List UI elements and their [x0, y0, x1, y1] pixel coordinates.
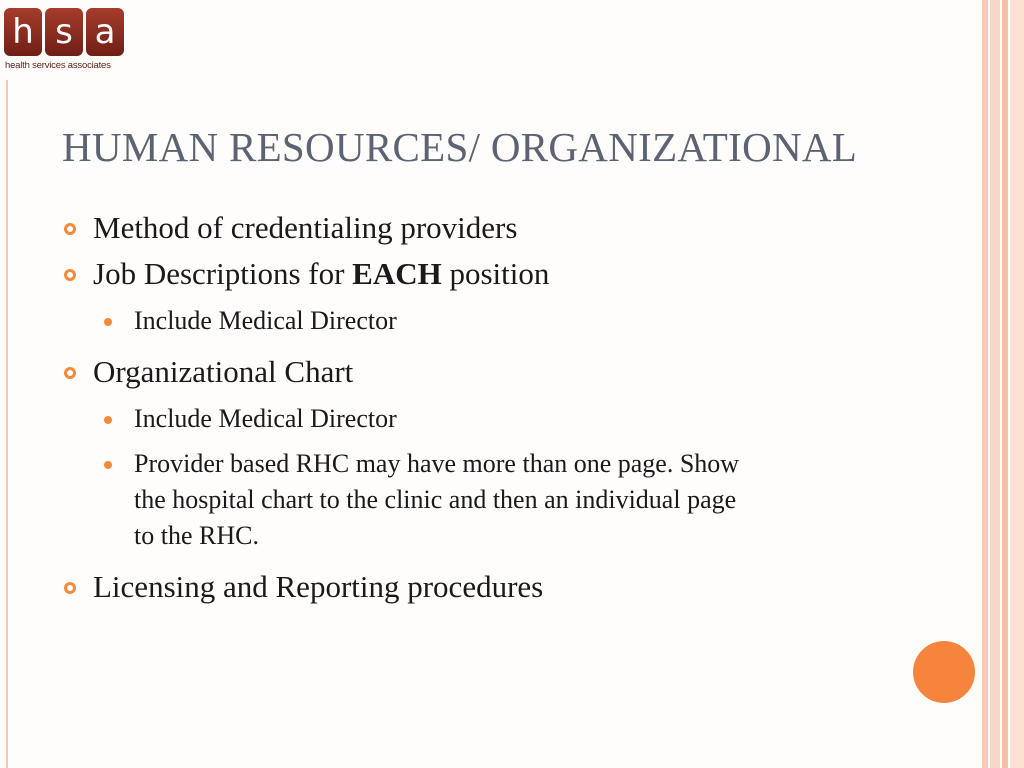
bullet-ring-icon	[64, 223, 76, 235]
sub-bullet-text: Include Medical Director	[134, 404, 397, 433]
bullet-text: position	[441, 256, 550, 291]
bullet-text: Organizational Chart	[93, 354, 354, 389]
bullet-item	[60, 254, 960, 294]
decorative-stripe	[1002, 0, 1008, 768]
sub-bullet-item	[60, 401, 960, 437]
bullet-ring-icon	[64, 582, 76, 594]
sub-bullet-dot-icon	[104, 461, 112, 469]
slide-title: HUMAN RESOURCES/ ORGANIZATIONAL	[62, 124, 858, 170]
bullet-item	[60, 352, 960, 392]
decorative-stripe	[982, 0, 988, 768]
decorative-orange-circle	[913, 641, 975, 703]
sub-bullet-text-line: to the RHC.	[134, 521, 259, 550]
sub-bullet-item	[60, 446, 960, 554]
decorative-stripe	[990, 0, 1000, 768]
bullet-item	[60, 208, 960, 248]
bullet-ring-icon	[64, 367, 76, 379]
logo-letter-h: h	[4, 8, 42, 56]
bullet-bold-text: EACH	[352, 256, 442, 291]
decorative-left-line	[6, 80, 8, 768]
logo-letter-s: s	[45, 8, 83, 56]
sub-bullet-text-line: the hospital chart to the clinic and then an individual page	[134, 485, 737, 514]
logo-letter-a: a	[86, 8, 124, 56]
bullet-item	[60, 567, 960, 607]
sub-bullet-item	[60, 303, 960, 339]
sub-bullet-dot-icon	[104, 318, 112, 326]
bullet-ring-icon	[64, 269, 76, 281]
decorative-stripe	[1010, 0, 1024, 768]
logo-tagline: health services associates	[5, 60, 111, 71]
bullet-list	[60, 208, 960, 616]
bullet-text: Licensing and Reporting procedures	[93, 569, 544, 604]
bullet-text: Job Descriptions for	[93, 256, 353, 291]
sub-bullet-dot-icon	[104, 416, 112, 424]
sub-bullet-text-line: Provider based RHC may have more than one page. Show	[134, 449, 740, 478]
bullet-text: Method of credentialing providers	[93, 210, 518, 245]
hsa-logo	[4, 8, 128, 76]
sub-bullet-text: Include Medical Director	[134, 306, 397, 335]
sub-bullet-text	[134, 446, 964, 554]
